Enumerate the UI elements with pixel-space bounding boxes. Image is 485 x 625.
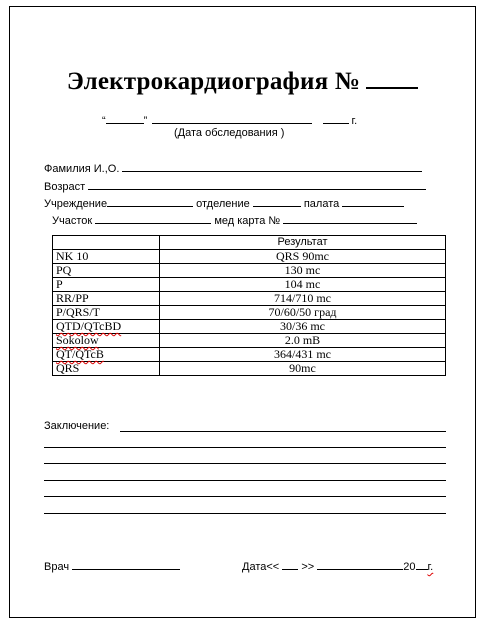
department-label: отделение (196, 198, 250, 210)
footer-year-prefix: 20 (403, 561, 416, 573)
footer-year-blank (416, 558, 428, 570)
age-blank (88, 178, 426, 190)
parameter-cell: RR/PP (53, 292, 160, 306)
table-header-row (53, 236, 446, 250)
parameter-cell: NK 10 (53, 250, 160, 264)
name-label: Фамилия И.,О. (44, 163, 120, 175)
value-cell: 30/36 mc (160, 320, 446, 334)
parameter-cell: QRS (53, 362, 160, 376)
conclusion-line (44, 447, 446, 448)
footer-date-label: Дата<< (242, 561, 280, 573)
parameter-text: QT/QTcB (56, 347, 104, 361)
title-number-blank (366, 67, 418, 89)
value-cell: 130 mc (160, 264, 446, 278)
value-cell: QRS 90mc (160, 250, 446, 264)
table-header-cell (53, 236, 160, 250)
parameter-cell (53, 334, 160, 348)
parameter-text: QTD/QTcBD (56, 319, 122, 333)
results-table (52, 235, 446, 376)
table-row (53, 362, 446, 376)
district-label: Участок (52, 215, 93, 227)
month-blank (152, 112, 312, 124)
table-row (53, 306, 446, 320)
table-row (53, 250, 446, 264)
parameter-cell (53, 348, 160, 362)
table-header-cell: Результат (160, 236, 446, 250)
title-text: Электрокардиография № (66, 68, 361, 95)
parameter-cell: PQ (53, 264, 160, 278)
value-cell: 714/710 mc (160, 292, 446, 306)
date-line (102, 112, 357, 127)
name-blank (122, 160, 422, 172)
document-title (10, 67, 475, 96)
table-row (53, 320, 446, 334)
value-cell: 90mc (160, 362, 446, 376)
conclusion-line (44, 496, 446, 497)
value-cell: 104 mc (160, 278, 446, 292)
age-label: Возраст (44, 181, 86, 193)
ward-label: палата (303, 198, 340, 210)
conclusion-line (120, 431, 446, 432)
institution-blank (107, 195, 193, 207)
table-row (53, 348, 446, 362)
age-field (44, 178, 426, 193)
day-blank (106, 112, 144, 124)
date-open-quote: “ (102, 115, 106, 127)
card-label: мед карта № (214, 215, 281, 227)
parameter-cell: P (53, 278, 160, 292)
parameter-cell (53, 320, 160, 334)
doctor-field (44, 558, 180, 573)
year-suffix: г. (351, 115, 358, 127)
conclusion-line (44, 463, 446, 464)
year-blank (323, 112, 349, 124)
footer-day-blank (282, 558, 298, 570)
conclusion-label: Заключение: (44, 420, 110, 432)
value-cell: 2.0 mB (160, 334, 446, 348)
value-cell: 70/60/50 град (160, 306, 446, 320)
footer-date-field (242, 558, 433, 573)
date-caption: (Дата обследования ) (174, 127, 285, 139)
date-close-quote: ” (143, 115, 148, 127)
district-blank (95, 212, 211, 224)
institution-label: Учреждение (44, 198, 108, 210)
parameter-text: Sokolow (56, 333, 99, 347)
district-field (52, 212, 417, 227)
footer-month-blank (317, 558, 403, 570)
card-blank (283, 212, 417, 224)
document-page (9, 6, 476, 618)
footer-date-close: >> (301, 561, 315, 573)
department-blank (253, 195, 301, 207)
doctor-blank (72, 558, 180, 570)
conclusion-line (44, 480, 446, 481)
doctor-label: Врач (44, 561, 70, 573)
name-field (44, 160, 422, 175)
table-row (53, 334, 446, 348)
parameter-cell: P/QRS/T (53, 306, 160, 320)
ward-blank (342, 195, 404, 207)
table-row (53, 278, 446, 292)
table-row (53, 292, 446, 306)
institution-field (44, 195, 404, 210)
footer-year-suffix: г. (427, 561, 434, 573)
table-row (53, 264, 446, 278)
conclusion-line (44, 513, 446, 514)
value-cell: 364/431 mc (160, 348, 446, 362)
